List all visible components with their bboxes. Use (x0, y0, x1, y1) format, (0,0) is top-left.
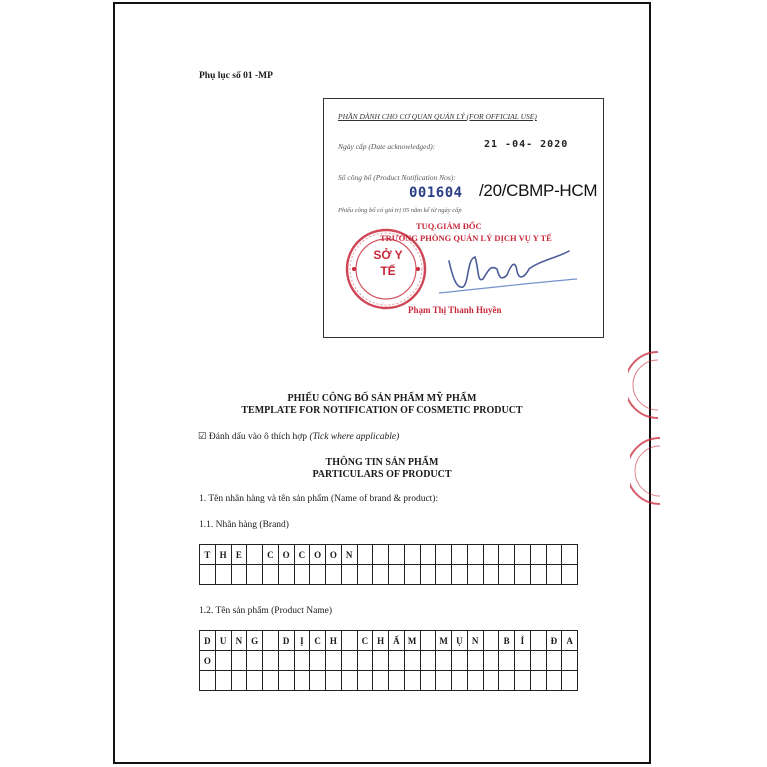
question-1: 1. Tên nhãn hàng và tên sản phẩm (Name of brand & product): (199, 494, 439, 504)
notification-number-suffix: /20/CBMP-HCM (479, 181, 598, 200)
grid-cell (232, 651, 248, 671)
signer-title-2: TRƯỞNG PHÒNG QUẢN LÝ DỊCH VỤ Y TẾ (380, 233, 552, 243)
grid-cell (515, 651, 531, 671)
grid-cell: E (232, 545, 248, 565)
grid-cell (216, 565, 232, 585)
grid-cell (247, 565, 263, 585)
grid-cell (562, 545, 578, 565)
signer-name: Phạm Thị Thanh Huyền (408, 305, 502, 315)
grid-cell: O (326, 545, 342, 565)
grid-cell: D (200, 631, 216, 651)
grid-cell: D (279, 631, 295, 651)
grid-cell (310, 565, 326, 585)
grid-cell (216, 651, 232, 671)
grid-cell: B (499, 631, 515, 651)
grid-cell (342, 631, 358, 651)
grid-cell (342, 565, 358, 585)
grid-cell (499, 565, 515, 585)
grid-cell (373, 565, 389, 585)
notification-number-value: 001604 (409, 185, 463, 201)
grid-cell (531, 671, 547, 691)
grid-cell (531, 565, 547, 585)
grid-cell: O (310, 545, 326, 565)
grid-cell (358, 545, 374, 565)
grid-cell (562, 565, 578, 585)
grid-cell (421, 565, 437, 585)
grid-cell (310, 651, 326, 671)
grid-cell (358, 671, 374, 691)
signer-title-1: TUQ.GIÁM ĐỐC (416, 221, 482, 231)
section-title-en: PARTICULARS OF PRODUCT (312, 469, 452, 480)
grid-cell (263, 565, 279, 585)
grid-cell (295, 565, 311, 585)
date-acknowledged-value: 21 -04- 2020 (484, 139, 569, 150)
grid-cell: N (468, 631, 484, 651)
grid-cell (358, 565, 374, 585)
official-use-heading: PHẦN DÀNH CHO CƠ QUAN QUẢN LÝ (FOR OFFICIAL USE) (338, 112, 537, 121)
grid-cell (436, 651, 452, 671)
grid-cell: M (405, 631, 421, 651)
question-1-1: 1.1. Nhãn hàng (Brand) (199, 520, 289, 530)
grid-cell (405, 651, 421, 671)
grid-cell (452, 671, 468, 691)
grid-cell: H (216, 545, 232, 565)
grid-cell (452, 545, 468, 565)
title-en: TEMPLATE FOR NOTIFICATION OF COSMETIC PRODUCT (241, 405, 523, 416)
grid-cell (405, 671, 421, 691)
grid-cell: H (326, 631, 342, 651)
grid-cell (436, 545, 452, 565)
appendix-label: Phụ lục số 01 -MP (199, 71, 273, 81)
grid-cell (389, 651, 405, 671)
grid-cell (247, 545, 263, 565)
grid-cell (562, 651, 578, 671)
brand-grid (199, 544, 578, 585)
grid-cell (389, 565, 405, 585)
grid-cell: A (562, 631, 578, 651)
grid-cell: O (200, 651, 216, 671)
grid-cell (484, 565, 500, 585)
tick-instruction (198, 431, 399, 442)
grid-cell (499, 671, 515, 691)
grid-cell (279, 565, 295, 585)
grid-cell (295, 651, 311, 671)
grid-cell: Ụ (452, 631, 468, 651)
grid-cell (468, 565, 484, 585)
grid-cell (421, 671, 437, 691)
grid-cell (547, 545, 563, 565)
grid-cell (436, 565, 452, 585)
tick-instruction-en: (Tick where applicable) (309, 432, 400, 442)
grid-cell (263, 631, 279, 651)
grid-cell: C (263, 545, 279, 565)
grid-cell (484, 631, 500, 651)
grid-cell (342, 671, 358, 691)
grid-cell (326, 651, 342, 671)
official-use-box (323, 98, 604, 338)
grid-cell (200, 671, 216, 691)
grid-cell (405, 565, 421, 585)
grid-cell (547, 671, 563, 691)
grid-cell (373, 651, 389, 671)
grid-cell (373, 545, 389, 565)
grid-cell (562, 671, 578, 691)
grid-cell (232, 565, 248, 585)
grid-cell: Đ (547, 631, 563, 651)
grid-cell (216, 671, 232, 691)
grid-cell (232, 671, 248, 691)
grid-cell: Ị (295, 631, 311, 651)
grid-cell: H (373, 631, 389, 651)
grid-cell: Í (515, 631, 531, 651)
grid-cell (295, 671, 311, 691)
grid-cell (263, 651, 279, 671)
grid-cell (247, 671, 263, 691)
grid-cell (515, 565, 531, 585)
grid-cell (421, 651, 437, 671)
grid-cell: C (295, 545, 311, 565)
grid-cell (342, 651, 358, 671)
grid-cell (484, 651, 500, 671)
grid-cell (389, 545, 405, 565)
notification-number-label: Số công bố (Product Notification Nos): (338, 173, 456, 182)
seal-text: SỞ Y TẾ (373, 248, 403, 278)
grid-cell (547, 651, 563, 671)
grid-cell (200, 565, 216, 585)
grid-cell (421, 545, 437, 565)
grid-cell (263, 671, 279, 691)
grid-cell (326, 565, 342, 585)
grid-cell (326, 671, 342, 691)
grid-cell (436, 671, 452, 691)
grid-cell (484, 671, 500, 691)
section-title-vi: THÔNG TIN SẢN PHẨM (325, 457, 439, 468)
grid-cell (515, 545, 531, 565)
grid-cell (279, 651, 295, 671)
grid-cell (499, 545, 515, 565)
grid-cell: N (232, 631, 248, 651)
grid-cell: N (342, 545, 358, 565)
signature-icon (419, 239, 579, 299)
title-vi: PHIẾU CÔNG BỐ SẢN PHẨM MỸ PHẨM (287, 393, 477, 404)
grid-cell (358, 651, 374, 671)
grid-cell (531, 545, 547, 565)
grid-cell (531, 651, 547, 671)
grid-cell (468, 545, 484, 565)
grid-cell (452, 565, 468, 585)
grid-cell: O (279, 545, 295, 565)
checkbox-icon: ☑ (198, 432, 207, 442)
grid-cell (373, 671, 389, 691)
grid-cell (484, 545, 500, 565)
question-1-2: 1.2. Tên sản phẩm (Product Name) (199, 606, 333, 616)
tick-instruction-vi: Đánh dấu vào ô thích hợp (206, 432, 310, 442)
grid-cell (515, 671, 531, 691)
grid-cell: Ấ (389, 631, 405, 651)
grid-cell: C (358, 631, 374, 651)
grid-cell: G (247, 631, 263, 651)
grid-cell (452, 651, 468, 671)
product-name-grid (199, 630, 578, 691)
grid-cell (468, 671, 484, 691)
grid-cell: C (310, 631, 326, 651)
grid-cell: U (216, 631, 232, 651)
grid-cell (547, 565, 563, 585)
grid-cell (405, 545, 421, 565)
grid-cell: M (436, 631, 452, 651)
grid-cell (279, 671, 295, 691)
grid-cell (421, 631, 437, 651)
grid-cell (389, 671, 405, 691)
grid-cell (468, 651, 484, 671)
grid-cell (531, 631, 547, 651)
validity-label: Phiếu công bố có giá trị 05 năm kể từ ngày cấp (338, 207, 462, 214)
grid-cell: T (200, 545, 216, 565)
grid-cell (310, 671, 326, 691)
grid-cell (247, 651, 263, 671)
grid-cell (499, 651, 515, 671)
date-acknowledged-label: Ngày cấp (Date acknowledged): (338, 142, 436, 151)
